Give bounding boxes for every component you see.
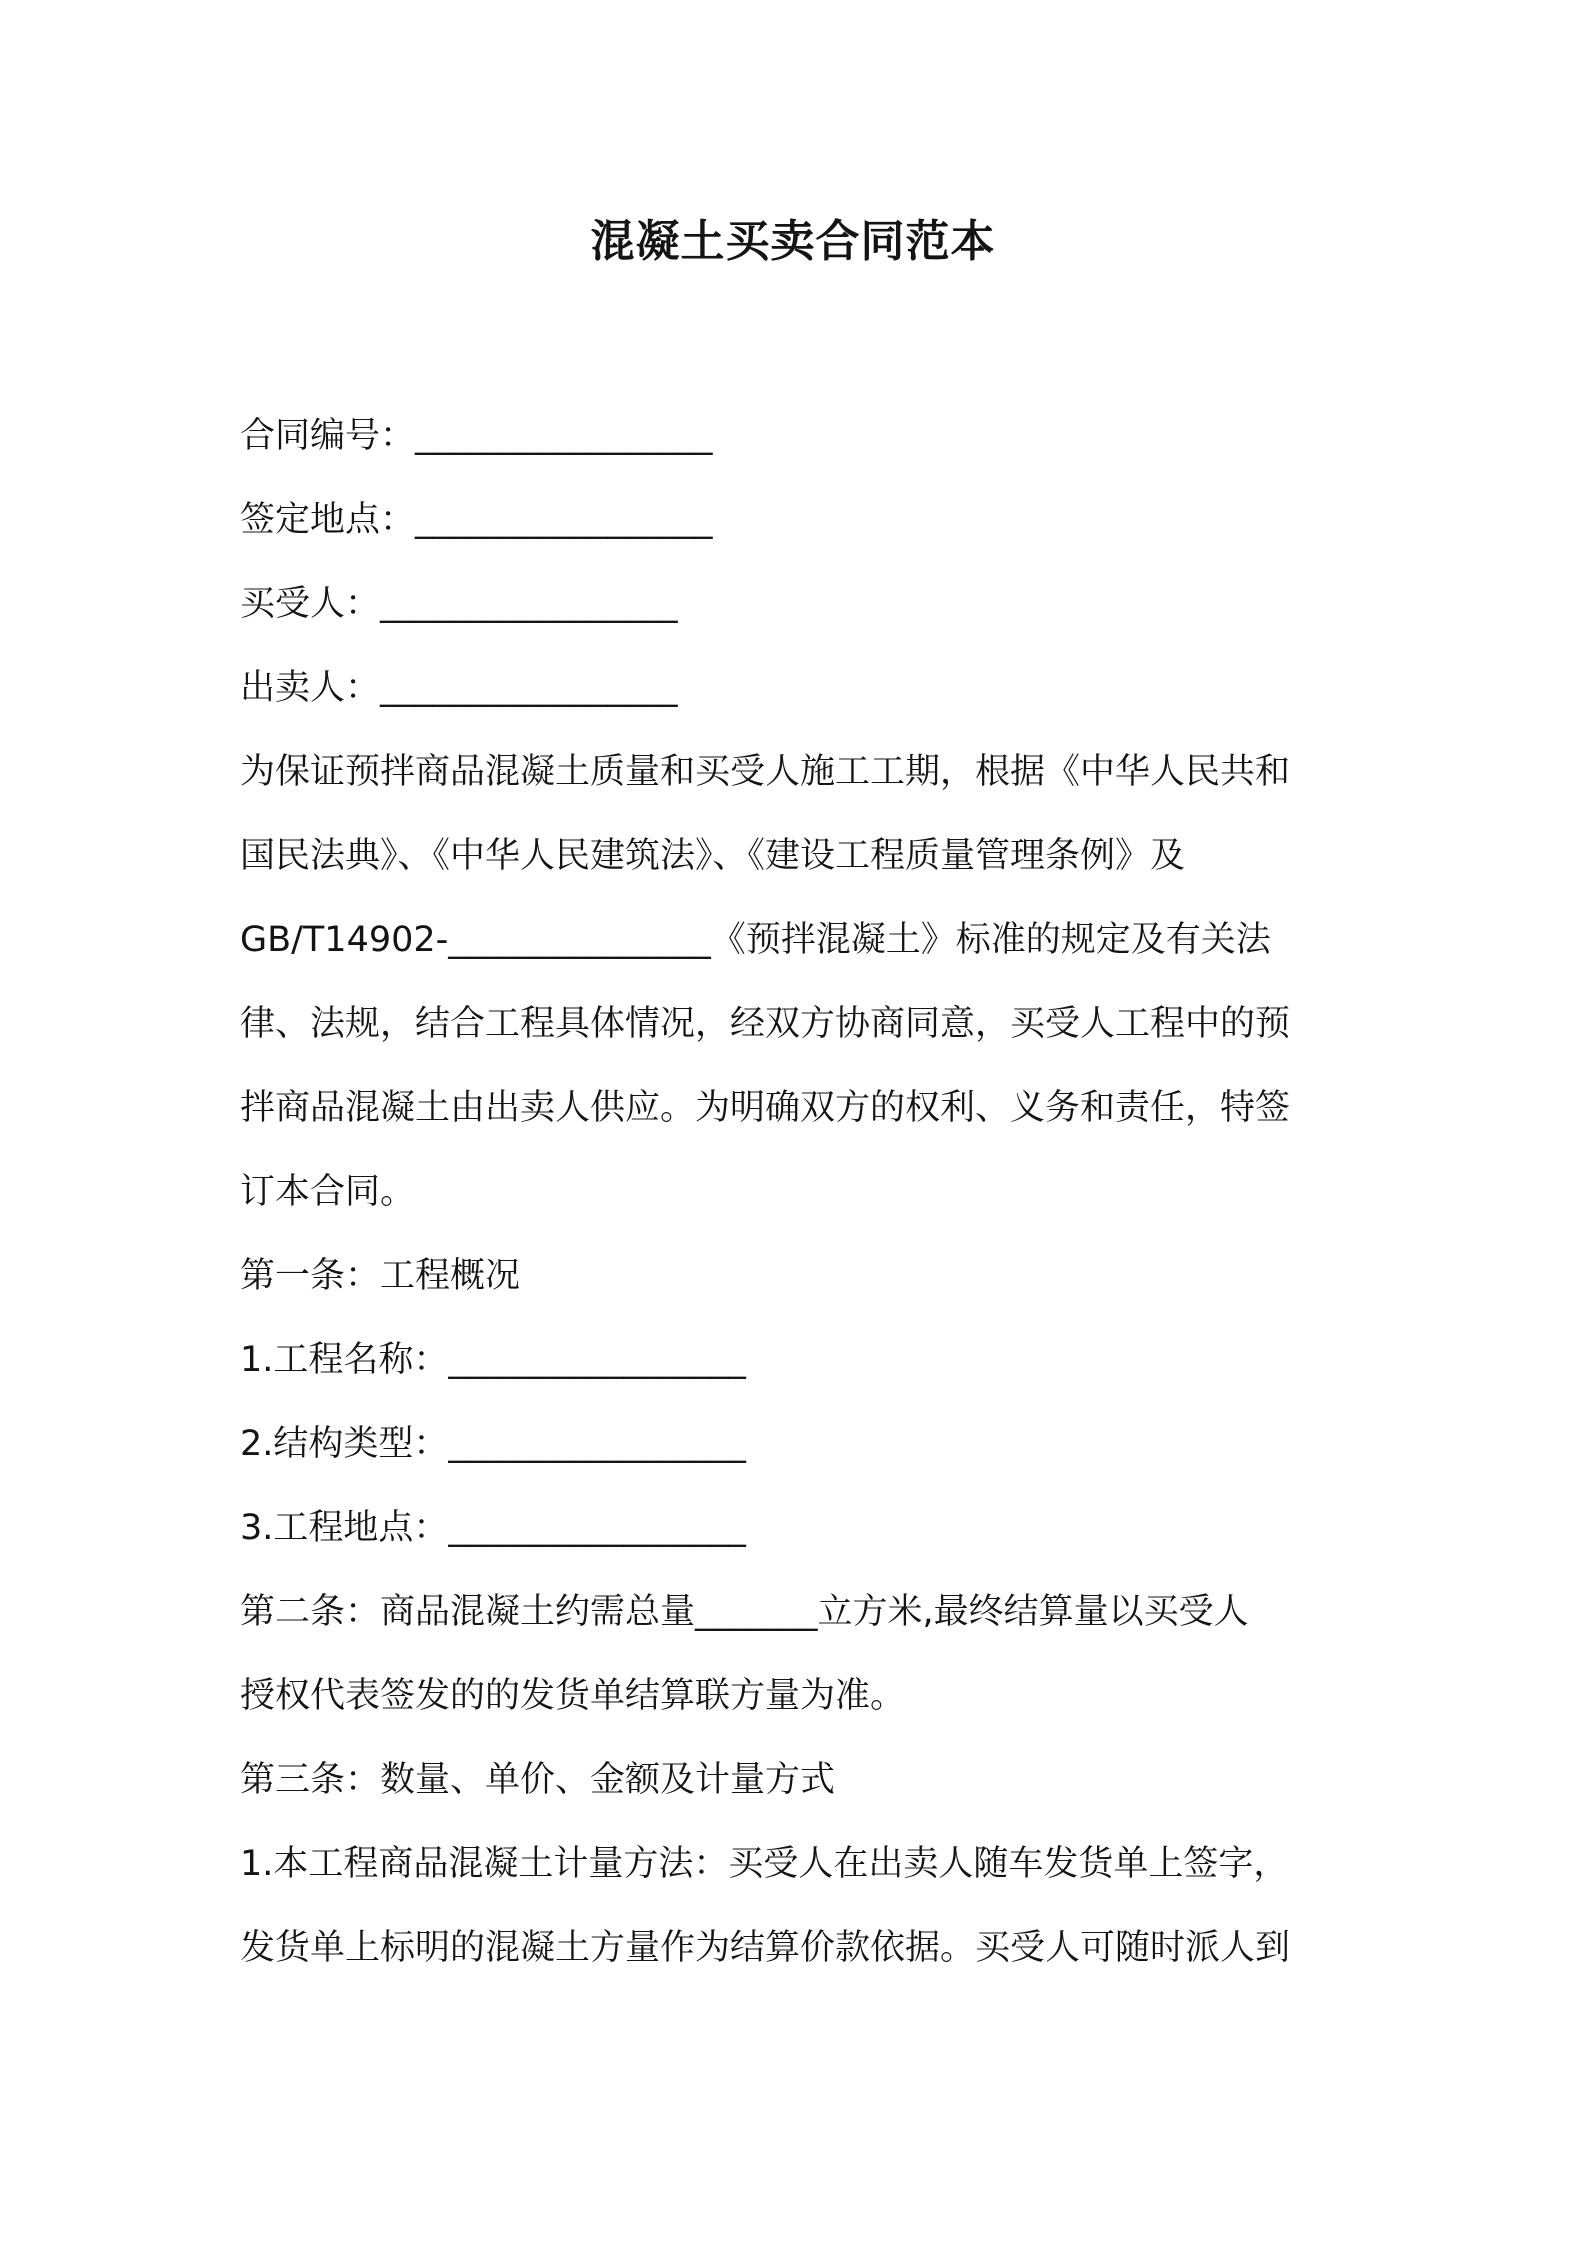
preamble-line-4: 律、法规，结合工程具体情况，经双方协商同意，买受人工程中的预 bbox=[240, 1004, 1291, 1044]
article-2-line-1: 第二条：商品混凝土约需总量_______立方米,最终结算量以买受人 bbox=[240, 1592, 1249, 1632]
project-name-field: 1.工程名称：_________________ bbox=[240, 1340, 746, 1380]
preamble-line-2: 国民法典》、《中华人民建筑法》、《建设工程质量管理条例》及 bbox=[240, 836, 1186, 876]
preamble-line-3: GB/T14902-_______________《预拌混凝土》标准的规定及有关法 bbox=[240, 920, 1271, 960]
article-2-line-2: 授权代表签发的的发货单结算联方量为准。 bbox=[240, 1676, 906, 1716]
project-location-field: 3.工程地点：_________________ bbox=[240, 1508, 746, 1548]
seller-field: 出卖人：_________________ bbox=[240, 668, 678, 708]
preamble-line-6: 订本合同。 bbox=[240, 1172, 416, 1212]
signing-place-field: 签定地点：_________________ bbox=[240, 500, 713, 540]
preamble-line-1: 为保证预拌商品混凝土质量和买受人施工工期，根据《中华人民共和 bbox=[240, 752, 1291, 792]
article-3-clause-1-line-1: 1.本工程商品混凝土计量方法：买受人在出卖人随车发货单上签字， bbox=[240, 1844, 1289, 1884]
article-1-heading: 第一条：工程概况 bbox=[240, 1256, 521, 1296]
preamble-line-5: 拌商品混凝土由出卖人供应。为明确双方的权利、义务和责任，特签 bbox=[240, 1088, 1291, 1128]
buyer-field: 买受人：_________________ bbox=[240, 584, 678, 624]
article-3-heading: 第三条：数量、单价、金额及计量方式 bbox=[240, 1760, 836, 1800]
document-title: 混凝土买卖合同范本 bbox=[590, 216, 996, 267]
contract-number-field: 合同编号：_________________ bbox=[240, 416, 713, 456]
article-3-clause-1-line-2: 发货单上标明的混凝土方量作为结算价款依据。买受人可随时派人到 bbox=[240, 1928, 1291, 1968]
structure-type-field: 2.结构类型：_________________ bbox=[240, 1424, 746, 1464]
